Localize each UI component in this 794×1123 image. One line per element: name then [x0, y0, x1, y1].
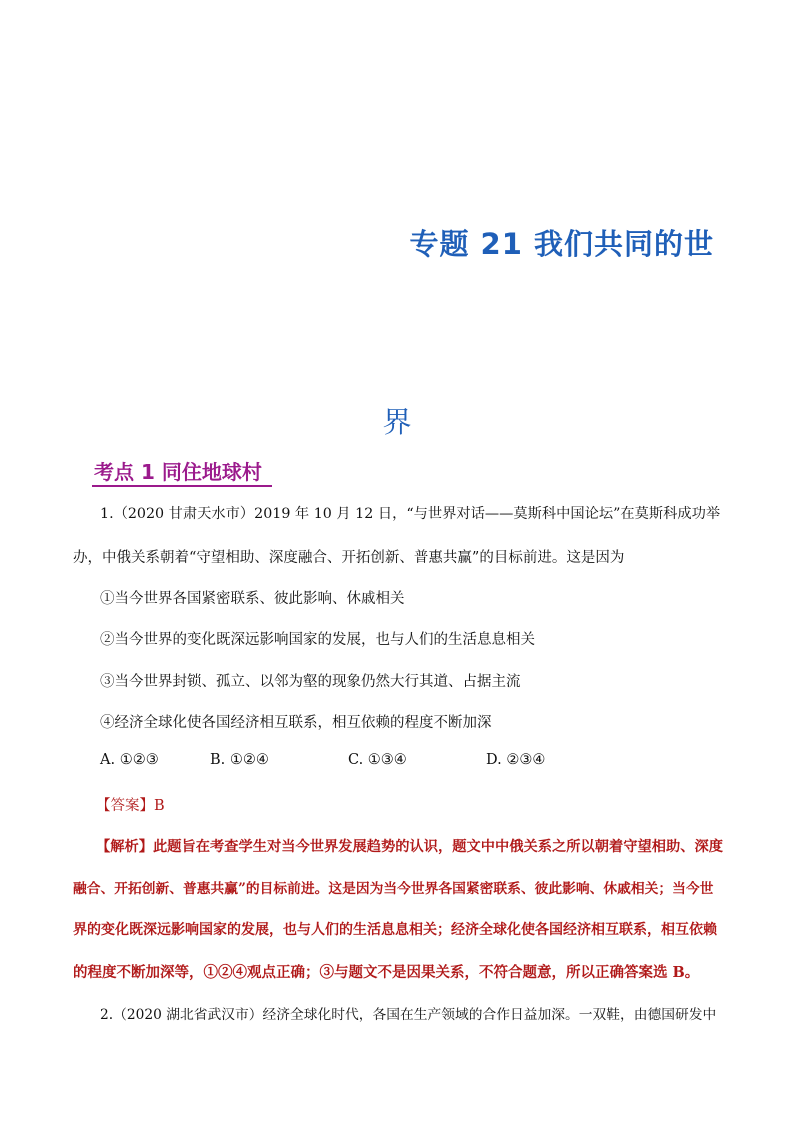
question-1-item-3: ③当今世界封锁、孤立、以邻为壑的现象仍然大行其道、占据主流 [100, 674, 521, 690]
question-1-analysis-line2: 融合、开拓创新、普惠共赢”的目标前进。这是因为当今世界各国紧密联系、彼此影响、休戚相关；当今世 [73, 881, 714, 897]
question-1-analysis-line3: 界的变化既深远影响国家的发展，也与人们的生活息息相关；经济全球化使各国经济相互联系，相互依赖 [73, 922, 717, 938]
document-title-line2: 界 [382, 405, 412, 439]
question-1-item-2: ②当今世界的变化既深远影响国家的发展，也与人们的生活息息相关 [100, 632, 535, 648]
question-1-option-c: C. ①③④ [348, 752, 407, 768]
question-1-stem-line1: 1.（2020 甘肃天水市）2019 年 10 月 12 日，“与世界对话——莫斯科中国论坛”在莫斯科成功举 [100, 506, 721, 522]
question-1-stem-line2: 办，中俄关系朝着“守望相助、深度融合、开拓创新、普惠共赢”的目标前进。这是因为 [73, 550, 625, 566]
question-1-analysis-line1: 【解析】此题旨在考查学生对当今世界发展趋势的认识，题文中中俄关系之所以朝着守望相助、深度 [96, 839, 724, 855]
question-1-option-b: B. ①②④ [210, 752, 269, 768]
section-heading: 考点 1 同住地球村 [94, 460, 262, 484]
question-1-item-1: ①当今世界各国紧密联系、彼此影响、休戚相关 [100, 591, 405, 607]
question-1-option-a: A. ①②③ [100, 752, 159, 768]
question-1-answer: 【答案】B [96, 798, 165, 814]
question-2-stem-line1: 2.（2020 湖北省武汉市）经济全球化时代，各国在生产领域的合作日益加深。一双鞋，由德国研发中 [100, 1007, 717, 1023]
section-heading-underline [92, 485, 272, 487]
document-title-line1: 专题 21 我们共同的世 [409, 227, 714, 261]
question-1-analysis-line4: 的程度不断加深等，①②④观点正确；③与题文不是因果关系，不符合题意，所以正确答案选 B。 [73, 964, 700, 981]
question-1-option-d: D. ②③④ [486, 752, 546, 768]
question-1-item-4: ④经济全球化使各国经济相互联系，相互依赖的程度不断加深 [100, 715, 492, 731]
